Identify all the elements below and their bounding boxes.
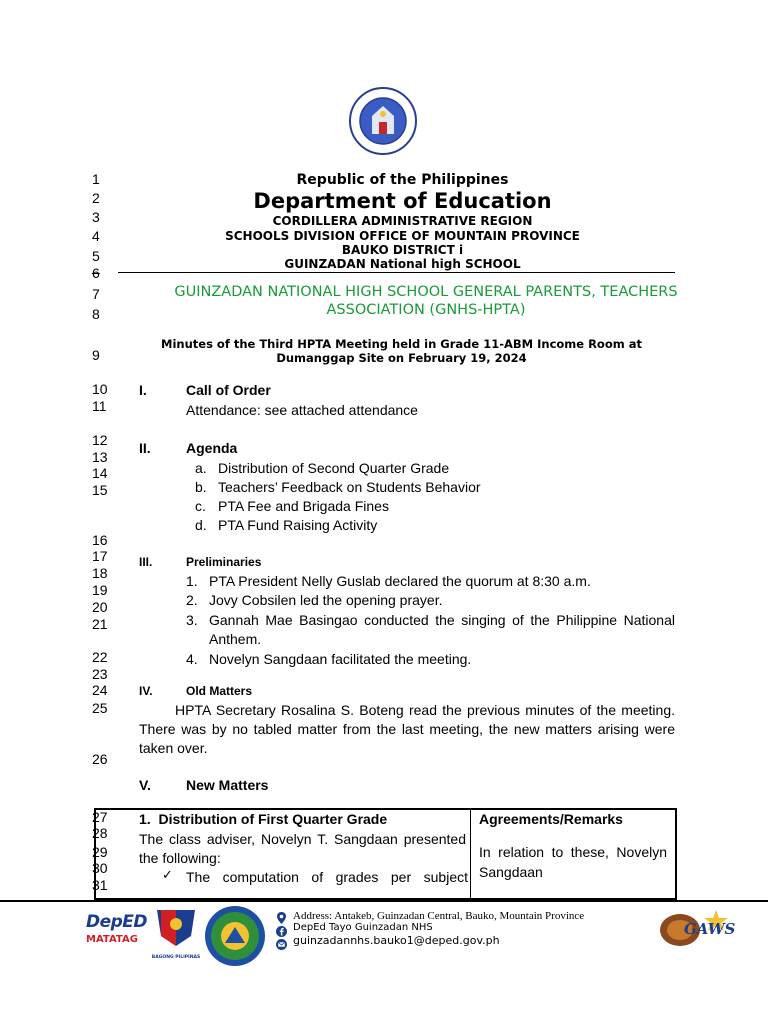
table-right-text: In relation to these, Novelyn Sangdaan: [479, 844, 667, 880]
agenda-item-marker: c.: [195, 498, 206, 514]
association-title: GUINZADAN NATIONAL HIGH SCHOOL GENERAL PARENTS, TEACHERS ASSOCIATION (GNHS-HPTA): [174, 284, 678, 318]
header-divider: [118, 272, 675, 273]
section-3-number: III.: [139, 555, 153, 569]
line-number: 30: [92, 860, 108, 876]
preliminary-item: PTA President Nelly Guslab declared the quorum at 8:30 a.m.: [209, 573, 591, 589]
line-number: 19: [92, 582, 108, 598]
deped-matatag-logo: [86, 912, 146, 960]
agenda-item: PTA Fund Raising Activity: [218, 517, 378, 533]
section-2-number: II.: [139, 440, 151, 456]
line-number: 3: [92, 209, 100, 225]
section-4-number: IV.: [139, 684, 153, 698]
email-icon: [276, 937, 287, 948]
footer-divider: [0, 900, 768, 902]
table-left-text: The class adviser, Novelyn T. Sangdaan presented the following:: [139, 831, 466, 866]
check-icon: ✓: [162, 868, 173, 883]
section-5-title: New Matters: [186, 777, 269, 793]
gaws-logo: [656, 906, 736, 954]
line-number: 15: [92, 482, 108, 498]
line-number: 7: [92, 286, 100, 302]
deped-seal: [346, 86, 420, 156]
line-number: 13: [92, 449, 108, 465]
line-number: 27: [92, 809, 108, 825]
new-matters-table: [94, 808, 677, 900]
bagong-pilipinas-logo: [151, 906, 201, 960]
preliminary-item-marker: 3.: [186, 612, 198, 628]
preliminary-item-marker: 2.: [186, 592, 198, 608]
table-left-bullet: The computation of grades per subject: [186, 869, 468, 885]
line-number: 14: [92, 465, 108, 481]
section-1-title: Call of Order: [186, 382, 271, 398]
republic-line: Republic of the Philippines: [296, 172, 509, 188]
preliminary-item: Novelyn Sangdaan facilitated the meeting.: [209, 651, 472, 667]
line-number: 8: [92, 306, 100, 322]
line-number: 17: [92, 548, 108, 564]
line-number: 18: [92, 565, 108, 581]
gaws-logo-text: GAWS: [684, 920, 736, 938]
section-1-number: I.: [139, 382, 147, 398]
line-number: 4: [92, 228, 100, 244]
agenda-item-marker: a.: [195, 460, 207, 476]
line-number: 9: [92, 347, 100, 363]
line-number: 21: [92, 616, 108, 632]
facebook-icon: [276, 924, 287, 935]
line-number: 22: [92, 649, 108, 665]
footer-facebook: DepEd Tayo Guinzadan NHS: [293, 922, 433, 933]
district-line: BAUKO DISTRICT i: [341, 243, 464, 257]
school-seal-logo: [204, 905, 266, 967]
footer-email: guinzadannhs.bauko1@deped.gov.ph: [293, 934, 500, 947]
bagong-pilipinas-text: BAGONG PILIPINAS: [151, 955, 201, 960]
preliminary-item-marker: 1.: [186, 573, 198, 589]
line-number: 20: [92, 599, 108, 615]
location-icon: [276, 911, 287, 923]
deped-logo-text: DepED: [86, 912, 148, 932]
line-number: 31: [92, 877, 108, 893]
line-number: 28: [92, 825, 108, 841]
department-title: Department of Education: [253, 189, 552, 213]
line-number: 11: [92, 398, 107, 414]
section-1-text: Attendance: see attached attendance: [186, 402, 418, 418]
section-5-number: V.: [139, 777, 151, 793]
line-number: 29: [92, 844, 108, 860]
minutes-title: Minutes of the Third HPTA Meeting held in Grade 11-ABM Income Room at Dumanggap Site on February 19, 2024: [161, 337, 642, 365]
footer-address: Address: Antakeb, Guinzadan Central, Bauko, Mountain Province: [293, 910, 585, 922]
section-2-title: Agenda: [186, 440, 238, 456]
line-number: 16: [92, 532, 108, 548]
line-number: 2: [92, 190, 100, 206]
line-number: 10: [92, 381, 108, 397]
table-header-right: Agreements/Remarks: [479, 811, 623, 827]
line-number: 24: [92, 682, 108, 698]
agenda-item: PTA Fee and Brigada Fines: [218, 498, 389, 514]
section-3-title: Preliminaries: [186, 555, 262, 569]
line-number: 26: [92, 751, 108, 767]
table-header-left: 1. Distribution of First Quarter Grade: [139, 811, 388, 827]
agenda-item: Distribution of Second Quarter Grade: [218, 460, 450, 476]
line-number: 12: [92, 432, 108, 448]
line-number: 6: [92, 265, 100, 281]
preliminary-item-marker: 4.: [186, 651, 198, 667]
preliminary-item: Gannah Mae Basingao conducted the singing of the Philippine National Anthem.: [209, 612, 675, 647]
region-line: CORDILLERA ADMINISTRATIVE REGION: [272, 214, 533, 228]
line-number: 1: [92, 171, 100, 187]
line-number: 23: [92, 666, 108, 682]
line-number: 5: [92, 248, 100, 264]
table-column-divider: [470, 810, 471, 898]
preliminary-item: Jovy Cobsilen led the opening prayer.: [209, 592, 443, 608]
school-line: GUINZADAN National high SCHOOL: [284, 257, 521, 271]
line-number: 25: [92, 700, 108, 716]
matatag-text: MATATAG: [86, 934, 138, 945]
section-4-title: Old Matters: [186, 684, 253, 698]
agenda-item: Teachers’ Feedback on Students Behavior: [218, 479, 481, 495]
agenda-item-marker: d.: [195, 517, 207, 533]
division-line: SCHOOLS DIVISION OFFICE OF MOUNTAIN PROVINCE: [225, 229, 580, 243]
agenda-item-marker: b.: [195, 479, 207, 495]
old-matters-text: HPTA Secretary Rosalina S. Boteng read the previous minutes of the meeting. There was by no tabled matter from the last meeting, the new matters arising were taken over.: [139, 702, 675, 756]
